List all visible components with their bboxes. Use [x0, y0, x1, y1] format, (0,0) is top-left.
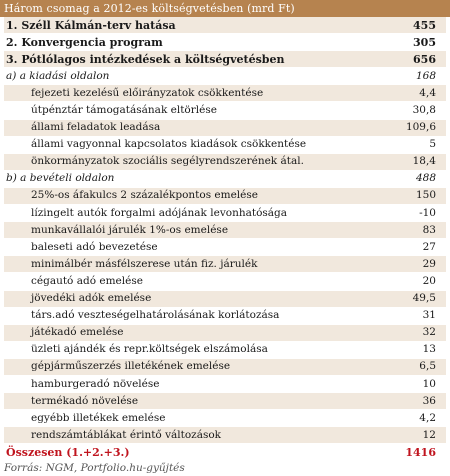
- row-label: egyébb illetékek emelése: [4, 410, 386, 427]
- row-label: jövedéki adók emelése: [4, 290, 386, 307]
- row-value: 29: [386, 256, 446, 273]
- row-value: 6,5: [386, 358, 446, 375]
- row-label: minimálbér másfélszerese után fiz. járulék: [4, 256, 386, 273]
- row-label: 25%-os áfakulcs 2 százalékpontos emelése: [4, 187, 386, 204]
- row-value: 12: [386, 427, 446, 444]
- row-value: 83: [386, 222, 446, 239]
- row-value: 4,4: [386, 85, 446, 102]
- row-label: gépjárműszerzés illetékének emelése: [4, 358, 386, 375]
- row-label: fejezeti kezelésű előirányzatok csökkentése: [4, 85, 386, 102]
- table-row: [4, 68, 446, 85]
- row-value: 32: [386, 324, 446, 341]
- row-value: 488: [386, 170, 446, 187]
- row-label: lízingelt autók forgalmi adójának levonhatósága: [4, 205, 386, 222]
- row-label: termékadó növelése: [4, 393, 386, 410]
- row-label: b) a bevételi oldalon: [4, 170, 386, 187]
- table-row: [4, 341, 446, 358]
- row-value: 10: [386, 375, 446, 392]
- table-row: [4, 51, 446, 68]
- row-label: állami vagyonnal kapcsolatos kiadások csökkentése: [4, 136, 386, 153]
- table-row: [4, 290, 446, 307]
- row-value: 27: [386, 239, 446, 256]
- budget-table: [4, 17, 446, 461]
- row-label: hamburgeradó növelése: [4, 375, 386, 392]
- row-value: 30,8: [386, 102, 446, 119]
- row-label: játékadó emelése: [4, 324, 386, 341]
- row-value: 31: [386, 307, 446, 324]
- row-value: 20: [386, 273, 446, 290]
- table-row: [4, 239, 446, 256]
- table-row: [4, 375, 446, 392]
- table-row: [4, 307, 446, 324]
- row-label: üzleti ajándék és repr.költségek elszámolása: [4, 341, 386, 358]
- row-label: társ.adó veszteségelhatárolásának korlátozása: [4, 307, 386, 324]
- table-row: [4, 102, 446, 119]
- row-value: 168: [386, 68, 446, 85]
- source-note: Forrás: NGM, Portfolio.hu-gyűjtés: [4, 462, 185, 475]
- table-row: [4, 119, 446, 136]
- table-row: [4, 85, 446, 102]
- row-label: 3. Pótlólagos intézkedések a költségvetésben: [4, 51, 386, 68]
- table-row: [4, 136, 446, 153]
- row-value: 656: [386, 51, 446, 68]
- table-row: [4, 17, 446, 34]
- table-title: Három csomag a 2012-es költségvetésben (mrd Ft): [0, 0, 450, 17]
- total-label: Összesen (1.+2.+3.): [4, 444, 386, 461]
- row-label: állami feladatok leadása: [4, 119, 386, 136]
- row-value: 305: [386, 34, 446, 51]
- row-value: 109,6: [386, 119, 446, 136]
- row-value: 18,4: [386, 153, 446, 170]
- row-label: cégautó adó emelése: [4, 273, 386, 290]
- row-label: útpénztár támogatásának eltörlése: [4, 102, 386, 119]
- table-body: [4, 17, 446, 461]
- table-row: [4, 324, 446, 341]
- row-label: önkormányzatok szociális segélyrendszerének átal.: [4, 153, 386, 170]
- row-value: -10: [386, 205, 446, 222]
- row-value: 13: [386, 341, 446, 358]
- table-row: [4, 187, 446, 204]
- row-value: 36: [386, 393, 446, 410]
- total-row: [4, 444, 446, 461]
- row-label: rendszámtáblákat érintő változások: [4, 427, 386, 444]
- table-row: [4, 205, 446, 222]
- row-label: munkavállalói járulék 1%-os emelése: [4, 222, 386, 239]
- row-value: 5: [386, 136, 446, 153]
- row-label: baleseti adó bevezetése: [4, 239, 386, 256]
- row-value: 150: [386, 187, 446, 204]
- row-label: 1. Széll Kálmán-terv hatása: [4, 17, 386, 34]
- row-value: 49,5: [386, 290, 446, 307]
- table-row: [4, 256, 446, 273]
- table-row: [4, 410, 446, 427]
- table-row: [4, 153, 446, 170]
- table-row: [4, 427, 446, 444]
- row-label: 2. Konvergencia program: [4, 34, 386, 51]
- table-row: [4, 393, 446, 410]
- row-label: a) a kiadási oldalon: [4, 68, 386, 85]
- table-row: [4, 358, 446, 375]
- row-value: 455: [386, 17, 446, 34]
- table-row: [4, 222, 446, 239]
- row-value: 4,2: [386, 410, 446, 427]
- table-row: [4, 34, 446, 51]
- table-row: [4, 273, 446, 290]
- table-row: [4, 170, 446, 187]
- total-value: 1416: [386, 444, 446, 461]
